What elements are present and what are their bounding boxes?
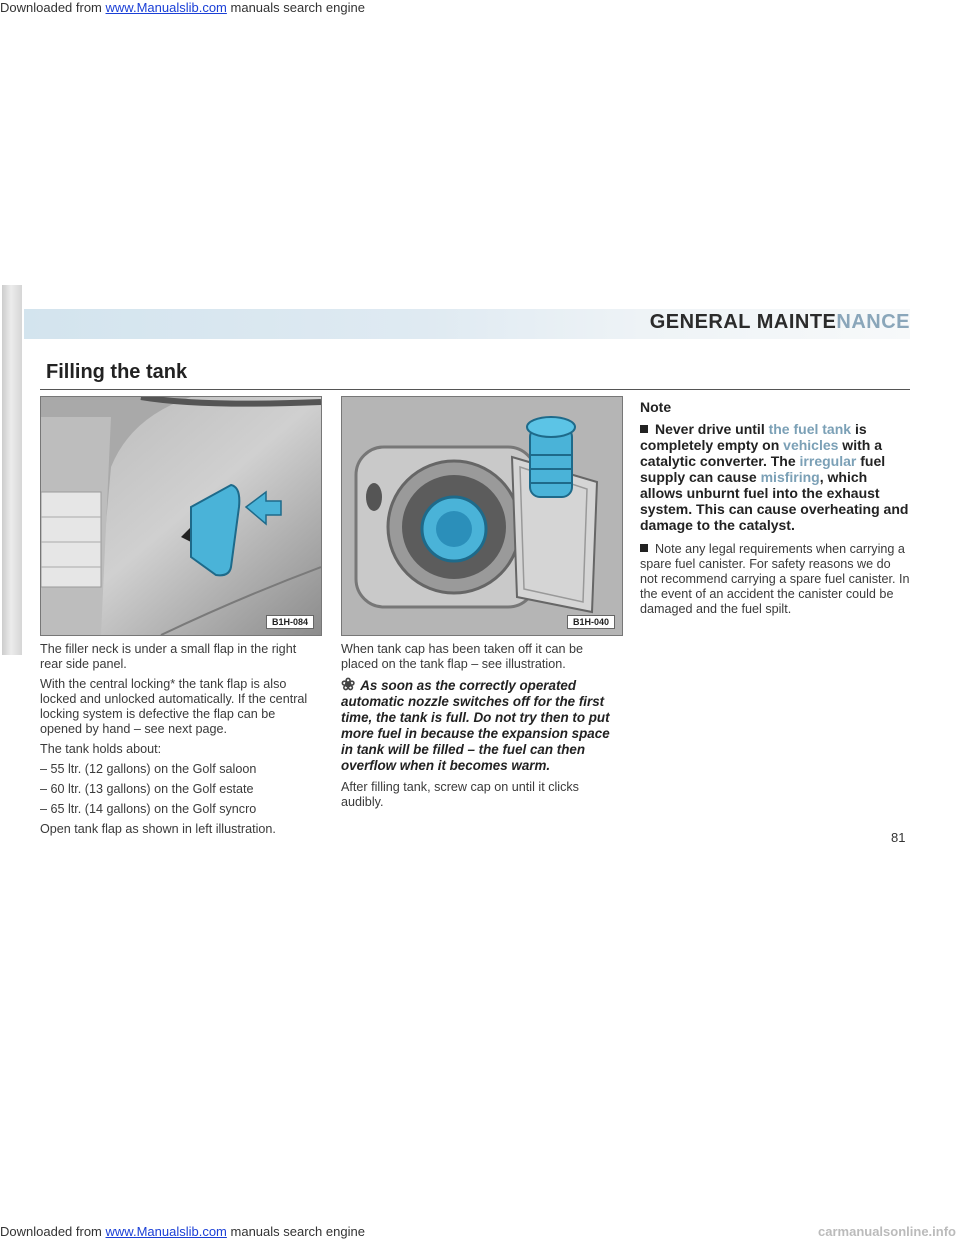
footer-left	[0, 1224, 365, 1239]
figure-code-middle: B1H-040	[567, 615, 615, 629]
note-text: Never drive until	[655, 421, 769, 437]
download-footer	[0, 1224, 960, 1242]
section-title-faded: NANCE	[836, 311, 910, 333]
footer-suffix: manuals search engine	[230, 1224, 365, 1239]
tank-capacity-intro: The tank holds about:	[40, 742, 162, 756]
illustration-filler-neck	[341, 396, 623, 636]
filler-neck-location: The filler neck is under a small flap in the right rear side panel.	[40, 642, 297, 671]
environment-flower-icon: ❀	[341, 675, 356, 694]
cap-placement-info: When tank cap has been taken off it can be placed on the tank flap – see illustration.	[341, 642, 584, 671]
note-heading: Note	[640, 399, 672, 415]
list-item: – 55 ltr. (12 gallons) on the Golf saloon	[40, 762, 257, 776]
open-flap-instruction: Open tank flap as shown in left illustration.	[40, 822, 276, 836]
note-text: misfiring	[760, 469, 820, 485]
note-text: fuel supply can cause	[640, 453, 886, 485]
note-text: is completely empty on	[640, 421, 867, 453]
note-catalytic-converter	[640, 421, 910, 533]
watermark: carmanualsonline.info	[818, 1224, 956, 1239]
note-text: irregular	[799, 453, 857, 469]
note-text: vehicles	[783, 437, 839, 453]
column-left-text	[40, 642, 320, 842]
filler-neck-drawing	[342, 397, 622, 635]
illustration-tank-flap	[40, 396, 322, 636]
section-title-dark: GENERAL MAINTE	[649, 311, 837, 333]
figure-code-left: B1H-084	[266, 615, 314, 629]
manualslib-link[interactable]: www.Manualslib.com	[105, 0, 227, 15]
tank-flap-drawing	[41, 397, 321, 635]
note-spare-canister-text: Note any legal requirements when carrying a spare fuel canister. For safety reasons we do not recommend carrying a spare fuel canister. In the event of an accident the canister could be damaged and the fuel spilt.	[640, 542, 910, 616]
column-right-notes	[640, 400, 910, 622]
bullet-square-icon	[640, 544, 648, 552]
download-header	[0, 0, 365, 15]
title-rule	[40, 389, 910, 390]
page-spine-shadow	[2, 285, 22, 655]
list-item: – 60 ltr. (13 gallons) on the Golf estate	[40, 782, 254, 796]
list-item: – 65 ltr. (14 gallons) on the Golf syncro	[40, 802, 257, 816]
note-text: with a catalytic converter. The	[640, 437, 882, 469]
central-locking-info: With the central locking* the tank flap is also locked and unlocked automatically. If the central locking system is defective the flap can be opened by hand – see next page.	[40, 677, 308, 736]
page-number: 81	[891, 830, 906, 845]
footer-prefix: Downloaded from	[0, 1224, 102, 1239]
download-prefix: Downloaded from	[0, 0, 102, 15]
bullet-square-icon	[640, 425, 648, 433]
environment-warning-text: As soon as the correctly operated automatic nozzle switches off for the first time, the tank is full. Do not try then to put more fuel in because the expansion space in tank will be filled – the fuel can then overflow when it becomes warm.	[341, 678, 610, 773]
column-middle-text	[341, 642, 621, 815]
footer-manualslib-link[interactable]: www.Manualslib.com	[105, 1224, 227, 1239]
note-text: , which allows unburnt fuel into the exhaust system. This can cause overheating and damage to the catalyst.	[640, 469, 909, 533]
download-suffix: manuals search engine	[230, 0, 365, 15]
note-spare-canister	[640, 542, 910, 617]
screw-cap-instruction: After filling tank, screw cap on until it clicks audibly.	[341, 780, 579, 809]
section-title	[650, 311, 910, 334]
environment-warning	[341, 677, 621, 774]
page-title: Filling the tank	[46, 361, 188, 383]
note-text: the fuel tank	[768, 421, 852, 437]
